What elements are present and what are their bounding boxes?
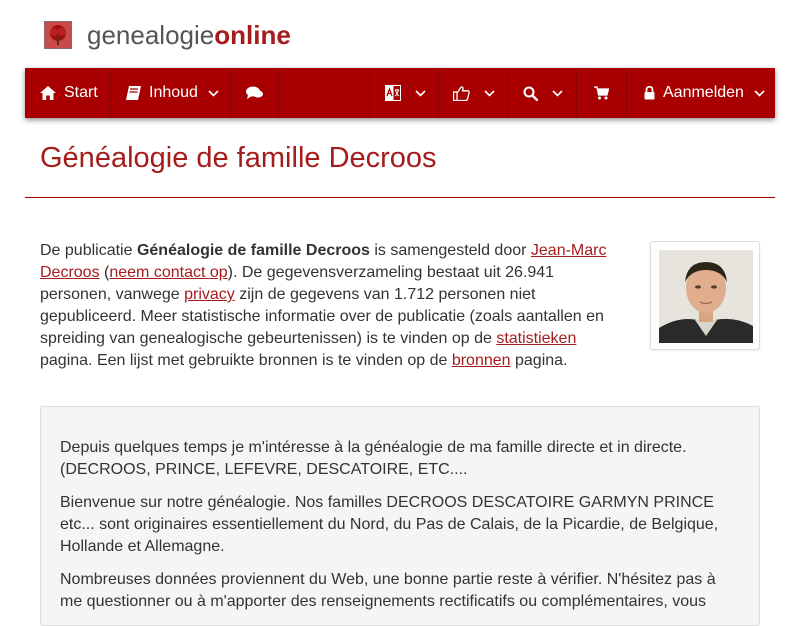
description-paragraph: Depuis quelques temps je m'intéresse à la généalogie de ma famille directe et in directe. (DECROOS, PRINCE, LEFEVRE, DESCATOIRE, ETC.... bbox=[60, 439, 687, 478]
chevron-down-icon bbox=[415, 90, 426, 97]
chevron-down-icon bbox=[208, 90, 219, 97]
intro-text: pagina. Een lijst met gebruikte bronnen is te vinden op de bbox=[40, 352, 452, 369]
description-paragraph: Bienvenue sur notre généalogie. Nos familles DECROOS DESCATOIRE GARMYN PRINCE etc... sont originaires essentiellement du Nord, du Pas de Calais, de la Picardie, de Belgique, Hollande et Allemagne. bbox=[60, 494, 719, 555]
nav-start-label: Start bbox=[64, 84, 98, 101]
publication-intro bbox=[40, 240, 615, 372]
nav-inhoud-label: Inhoud bbox=[149, 84, 198, 101]
publication-description bbox=[40, 406, 760, 626]
publication-name: Généalogie de famille Decroos bbox=[136, 242, 370, 259]
nav-language[interactable] bbox=[369, 68, 439, 118]
nav-messages[interactable] bbox=[231, 68, 279, 118]
tree-icon bbox=[44, 21, 72, 49]
site-logo[interactable] bbox=[44, 18, 291, 52]
book-icon bbox=[126, 86, 141, 100]
contact-link[interactable]: neem contact op bbox=[109, 264, 228, 281]
lock-icon bbox=[644, 86, 655, 100]
translate-icon bbox=[385, 85, 401, 101]
nav-login-label: Aanmelden bbox=[663, 84, 744, 101]
intro-text: pagina. bbox=[510, 352, 568, 369]
intro-text: ). De gegevensverzameling bestaat uit 26.941 personen, vanwege bbox=[40, 264, 555, 303]
home-icon bbox=[40, 86, 56, 100]
title-section bbox=[25, 118, 775, 198]
description-paragraph: Nombreuses données proviennent du Web, une bonne partie reste à vérifier. N'hésitez pas à me questionner ou à m'apporter des renseignements rectificatifs ou complémentaires, vous bbox=[60, 571, 716, 610]
search-icon bbox=[523, 86, 538, 101]
chevron-down-icon bbox=[552, 90, 563, 97]
nav-like[interactable] bbox=[439, 68, 508, 118]
nav-start[interactable] bbox=[25, 68, 111, 118]
intro-text: ( bbox=[99, 264, 110, 281]
comments-icon bbox=[246, 86, 263, 100]
site-name: genealogieonline bbox=[87, 19, 291, 50]
author-link[interactable]: Jean-Marc Decroos bbox=[40, 242, 607, 281]
intro-text: De publicatie bbox=[40, 242, 137, 259]
page-title: Généalogie de famille Decroos bbox=[40, 142, 437, 174]
nav-login[interactable] bbox=[627, 68, 775, 118]
portrait-image bbox=[659, 250, 753, 343]
thumbs-up-icon bbox=[453, 86, 470, 101]
privacy-link[interactable]: privacy bbox=[184, 286, 235, 303]
intro-text: is samengesteld door bbox=[369, 242, 531, 259]
chevron-down-icon bbox=[754, 90, 765, 97]
intro-text: zijn de gegevens van 1.712 personen niet gepubliceerd. Meer statistische informatie over de publicatie (zoals aantallen en spreiding van genealogische gebeurtenissen) is te vinden op de bbox=[40, 286, 604, 347]
statistics-link[interactable]: statistieken bbox=[496, 330, 577, 347]
main-navbar bbox=[25, 68, 775, 118]
sources-link[interactable]: bronnen bbox=[451, 352, 511, 369]
nav-cart[interactable] bbox=[577, 68, 627, 118]
chevron-down-icon bbox=[484, 90, 495, 97]
author-photo[interactable] bbox=[650, 241, 760, 350]
nav-inhoud[interactable] bbox=[111, 68, 231, 118]
cart-icon bbox=[594, 86, 609, 100]
nav-search[interactable] bbox=[508, 68, 577, 118]
